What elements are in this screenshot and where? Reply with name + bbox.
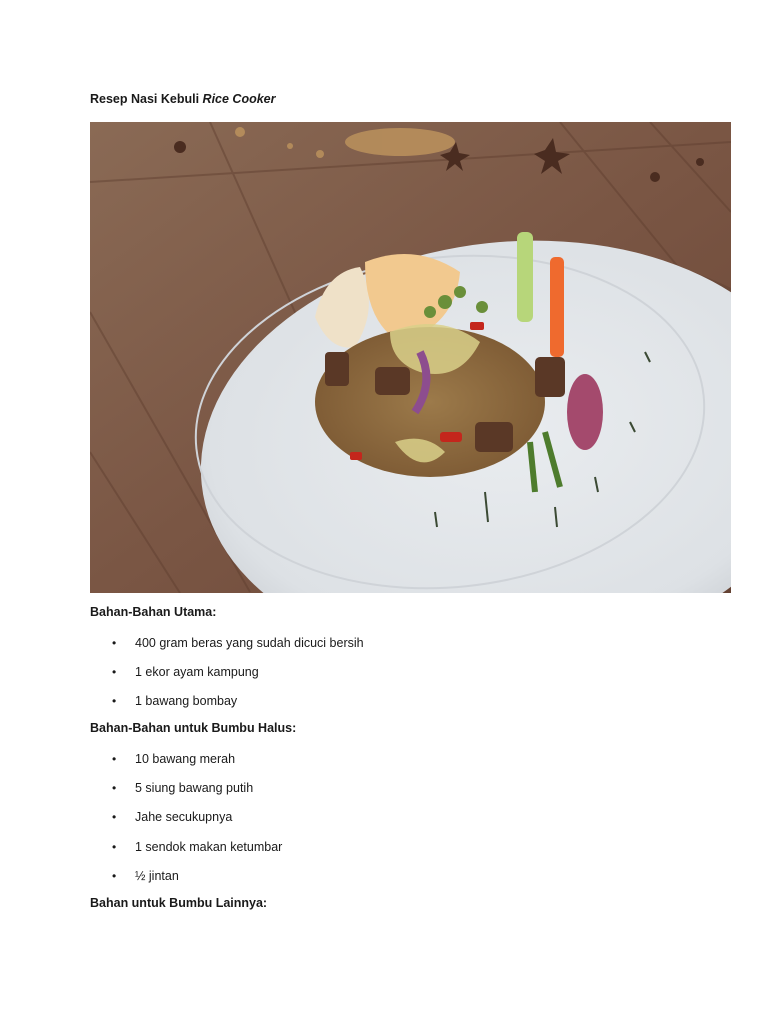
dish-photo bbox=[90, 122, 731, 593]
list-item: • 1 bawang bombay bbox=[112, 694, 238, 709]
bullet: • bbox=[112, 665, 117, 680]
bullet: • bbox=[112, 781, 117, 796]
section-heading-ground-spices: Bahan-Bahan untuk Bumbu Halus: bbox=[90, 721, 297, 735]
main-ingredients-list bbox=[90, 635, 364, 723]
bullet: • bbox=[112, 839, 117, 854]
section-heading-main-ingredients: Bahan-Bahan Utama: bbox=[90, 605, 217, 619]
list-item: • 400 gram beras yang sudah dicuci bersih bbox=[112, 636, 364, 650]
ground-spices-list bbox=[90, 751, 282, 897]
list-item: • 10 bawang merah bbox=[112, 752, 236, 766]
list-item: • 1 ekor ayam kampung bbox=[112, 665, 259, 680]
recipe-title-main: Resep Nasi Kebuli bbox=[90, 92, 203, 106]
section-heading-other-spices: Bahan untuk Bumbu Lainnya: bbox=[90, 896, 268, 910]
recipe-title bbox=[90, 92, 276, 106]
list-item: • ½ jintan bbox=[112, 868, 179, 883]
bullet: • bbox=[112, 810, 117, 825]
list-item: • Jahe secukupnya bbox=[112, 810, 233, 825]
bullet: • bbox=[112, 636, 117, 650]
list-item: • 1 sendok makan ketumbar bbox=[112, 839, 283, 854]
bullet: • bbox=[112, 868, 117, 883]
bullet: • bbox=[112, 752, 117, 766]
bullet: • bbox=[112, 694, 117, 709]
recipe-title-italic: Rice Cooker bbox=[202, 92, 276, 106]
list-item: • 5 siung bawang putih bbox=[112, 781, 254, 796]
